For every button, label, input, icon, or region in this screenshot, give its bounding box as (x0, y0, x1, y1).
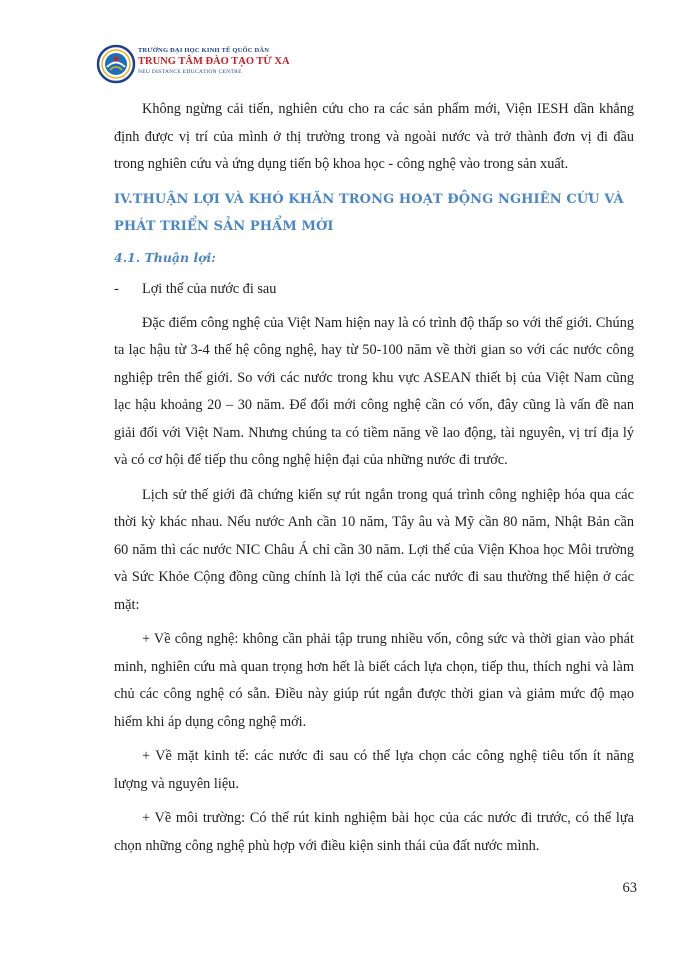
bullet-text: Lợi thế của nước đi sau (142, 280, 277, 297)
paragraph: + Về môi trường: Có thể rút kinh nghiệm bài học của các nước đi trước, có thể lựa chọn những công nghệ phù hợp với điều kiện sinh thái của đất nước mình. (114, 810, 634, 854)
paragraph: + Về công nghệ: không cần phải tập trung nhiều vốn, công sức và thời gian vào phát minh, nghiên cứu mà quan trọng hơn hết là biết cách lựa chọn, tiếp thu, thích nghi và làm chủ các công nghệ có sẵn. Điều này giúp rút ngắn được thời gian và giảm mức độ mạo hiểm khi áp dụng công nghệ mới. (114, 631, 634, 730)
bullet-item (114, 276, 634, 302)
page-body (114, 96, 634, 867)
section-heading: IV.THUẬN LỢI VÀ KHÓ KHĂN TRONG HOẠT ĐỘNG NGHIÊN CỨU VÀ PHÁT TRIỂN SẢN PHẨM MỚI (114, 191, 624, 234)
university-name: TRƯỜNG ĐẠI HỌC KINH TẾ QUỐC DÂN (138, 47, 270, 54)
page-header (96, 44, 316, 90)
neu-crest-icon (96, 44, 136, 84)
bullet-dash: - (114, 280, 119, 297)
paragraph: Không ngừng cải tiến, nghiên cứu cho ra các sản phẩm mới, Viện IESH dần khẳng định được vị trí của mình ở thị trường trong và ngoài nước và trở thành đơn vị đi đầu trong nghiên cứu và ứng dụng tiến bộ khoa học - công nghệ vào trong sản xuất. (114, 101, 634, 172)
centre-name: TRUNG TÂM ĐÀO TẠO TỪ XA (138, 56, 290, 67)
paragraph: Lịch sử thế giới đã chứng kiến sự rút ngắn trong quá trình công nghiệp hóa qua các thời kỳ khác nhau. Nếu nước Anh cần 10 năm, Tây âu và Mỹ cần 80 năm, Nhật Bản cần 60 năm thì các nước NIC Châu Á chỉ cần 30 năm. Lợi thế của Viện Khoa học Môi trường và Sức Khỏe Cộng đồng cũng chính là lợi thế của các nước đi sau thường thể hiện ở các mặt: (114, 486, 634, 613)
paragraph: Đặc điểm công nghệ của Việt Nam hiện nay là có trình độ thấp so với thế giới. Chúng ta lạc hậu từ 3-4 thế hệ công nghệ, hay từ 50-100 năm về thời gian so với các nước công nghiệp trên thế giới. So với các nước trong khu vực ASEAN thiết bị của Việt Nam cũng lạc hậu khoảng 20 – 30 năm. Để đổi mới công nghệ cần có vốn, đây cũng là vấn đề nan giải đối với Việt Nam. Nhưng chúng ta có tiềm năng về lao động, tài nguyên, vị trí địa lý và có cơ hội để tiếp thu công nghệ hiện đại của những nước đi trước. (114, 314, 634, 468)
header-text (138, 46, 290, 76)
page-number: 63 (622, 880, 637, 896)
centre-english-name: NEU DISTANCE EDUCATION CENTRE (138, 69, 242, 75)
subsection-heading: 4.1. Thuận lợi: (114, 249, 216, 265)
paragraph: + Về mặt kinh tế: các nước đi sau có thể lựa chọn các công nghệ tiêu tốn ít năng lượng và nguyên liệu. (114, 748, 634, 792)
